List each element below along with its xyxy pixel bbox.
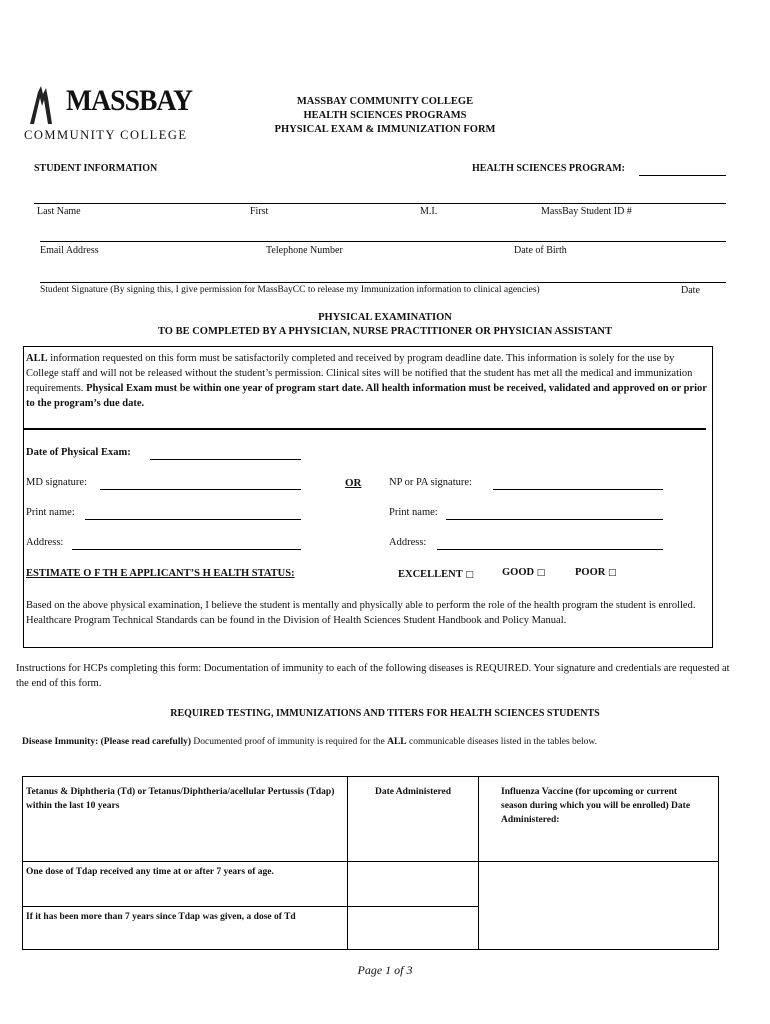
- np-print-name-field[interactable]: [446, 519, 663, 520]
- good-option[interactable]: GOOD □: [502, 567, 546, 578]
- td-row-booster: If it has been more than 7 years since Tdap was given, a dose of Td: [23, 907, 348, 950]
- program-field-line[interactable]: [639, 175, 726, 176]
- physical-intro: ALL information requested on this form must be satisfactorily completed and received by program deadline date. This information is solely for the use by College staff and will not be released without the student’s permission. Clinical sites will be notified that the student has met all the medical and immunization requirements. Physical Exam must be within one year of program start date. All health information must be received, validated and approved on or prior to the program’s due date.: [26, 353, 707, 409]
- signature-line[interactable]: [40, 282, 726, 283]
- mi-label: M.I.: [420, 206, 438, 217]
- tdap-header-cell: Tetanus & Diphtheria (Td) or Tetanus/Diphtheria/acellular Pertussis (Tdap) within the last 10 years: [23, 777, 348, 862]
- signature-date-label: Date: [681, 285, 700, 296]
- md-address-label: Address:: [26, 537, 64, 548]
- exam-date-field[interactable]: [150, 459, 301, 460]
- tdap-once-date-cell[interactable]: [348, 862, 479, 907]
- md-print-name-field[interactable]: [85, 519, 301, 520]
- email-label: Email Address: [40, 245, 99, 256]
- header-form-title: PHYSICAL EXAM & IMMUNIZATION FORM: [274, 124, 496, 135]
- date-header-cell: Date Administered: [348, 777, 479, 862]
- excellent-checkbox[interactable]: □: [465, 570, 474, 580]
- np-signature-label: NP or PA signature:: [389, 477, 472, 488]
- student-signature-label: Student Signature (By signing this, I give permission for MassBayCC to release my Immunization information to clinical agencies): [40, 285, 540, 295]
- testing-title: REQUIRED TESTING, IMMUNIZATIONS AND TITERS FOR HEALTH SCIENCES STUDENTS: [170, 708, 600, 719]
- physical-title: PHYSICAL EXAMINATION: [318, 312, 452, 323]
- tdap-row-once: One dose of Tdap received any time at or after 7 years of age.: [23, 862, 348, 907]
- hcp-instructions: Instructions for HCPs completing this form: Documentation of immunity to each of the following diseases is REQUIRED. Your signature and credentials are requested at the end of this form.: [16, 663, 730, 689]
- name-line[interactable]: [34, 203, 726, 204]
- poor-checkbox[interactable]: □: [607, 568, 617, 578]
- md-signature-label: MD signature:: [26, 477, 87, 488]
- disease-immunity-note: Disease Immunity: (Please read carefully) Documented proof of immunity is required for the ALL communicable diseases listed in the tables below.: [22, 737, 598, 747]
- student-info-title: STUDENT INFORMATION: [34, 163, 158, 174]
- dob-label: Date of Birth: [514, 245, 567, 256]
- good-checkbox[interactable]: □: [536, 568, 546, 578]
- physician-statement: Based on the above physical examination, I believe the student is mentally and physically able to perform the role of the health program the student is enrolled. Healthcare Program Technical Standards can be found in the Division of Health Sciences Student Handbook and Policy Manual.: [26, 600, 696, 626]
- md-signature-field[interactable]: [100, 489, 301, 490]
- physical-subtitle: TO BE COMPLETED BY A PHYSICIAN, NURSE PRACTITIONER OR PHYSICIAN ASSISTANT: [157, 326, 613, 337]
- influenza-date-cell[interactable]: [479, 862, 719, 950]
- np-address-label: Address:: [389, 537, 427, 548]
- telephone-label: Telephone Number: [266, 245, 343, 256]
- td-booster-date-cell[interactable]: [348, 907, 479, 950]
- influenza-header-cell: Influenza Vaccine (for upcoming or current season during which you will be enrolled) Date Administered:: [479, 777, 719, 862]
- logo-subtitle: COMMUNITY COLLEGE: [24, 128, 188, 142]
- header-programs: HEALTH SCIENCES PROGRAMS: [303, 110, 467, 121]
- np-signature-field[interactable]: [493, 489, 663, 490]
- health-status-label: ESTIMATE O F TH E APPLICANT’S H EALTH STATUS:: [26, 568, 295, 579]
- excellent-option[interactable]: EXCELLENT □: [398, 569, 474, 580]
- tdap-table: [22, 776, 719, 950]
- poor-option[interactable]: POOR □: [575, 567, 617, 578]
- page-number: Page 1 of 3: [357, 963, 413, 977]
- contact-line[interactable]: [40, 241, 726, 242]
- header-college: MASSBAY COMMUNITY COLLEGE: [296, 96, 474, 107]
- section-divider: [24, 428, 706, 430]
- program-label: HEALTH SCIENCES PROGRAM:: [472, 163, 625, 174]
- md-address-field[interactable]: [72, 549, 301, 550]
- np-print-name-label: Print name:: [389, 507, 438, 518]
- md-print-name-label: Print name:: [26, 507, 75, 518]
- np-address-field[interactable]: [437, 549, 663, 550]
- logo-wordmark: MASSBAY: [66, 84, 192, 117]
- exam-date-label: Date of Physical Exam:: [26, 447, 131, 458]
- first-name-label: First: [250, 206, 269, 217]
- last-name-label: Last Name: [37, 206, 81, 217]
- or-label: OR: [345, 477, 362, 489]
- student-id-label: MassBay Student ID #: [541, 206, 632, 217]
